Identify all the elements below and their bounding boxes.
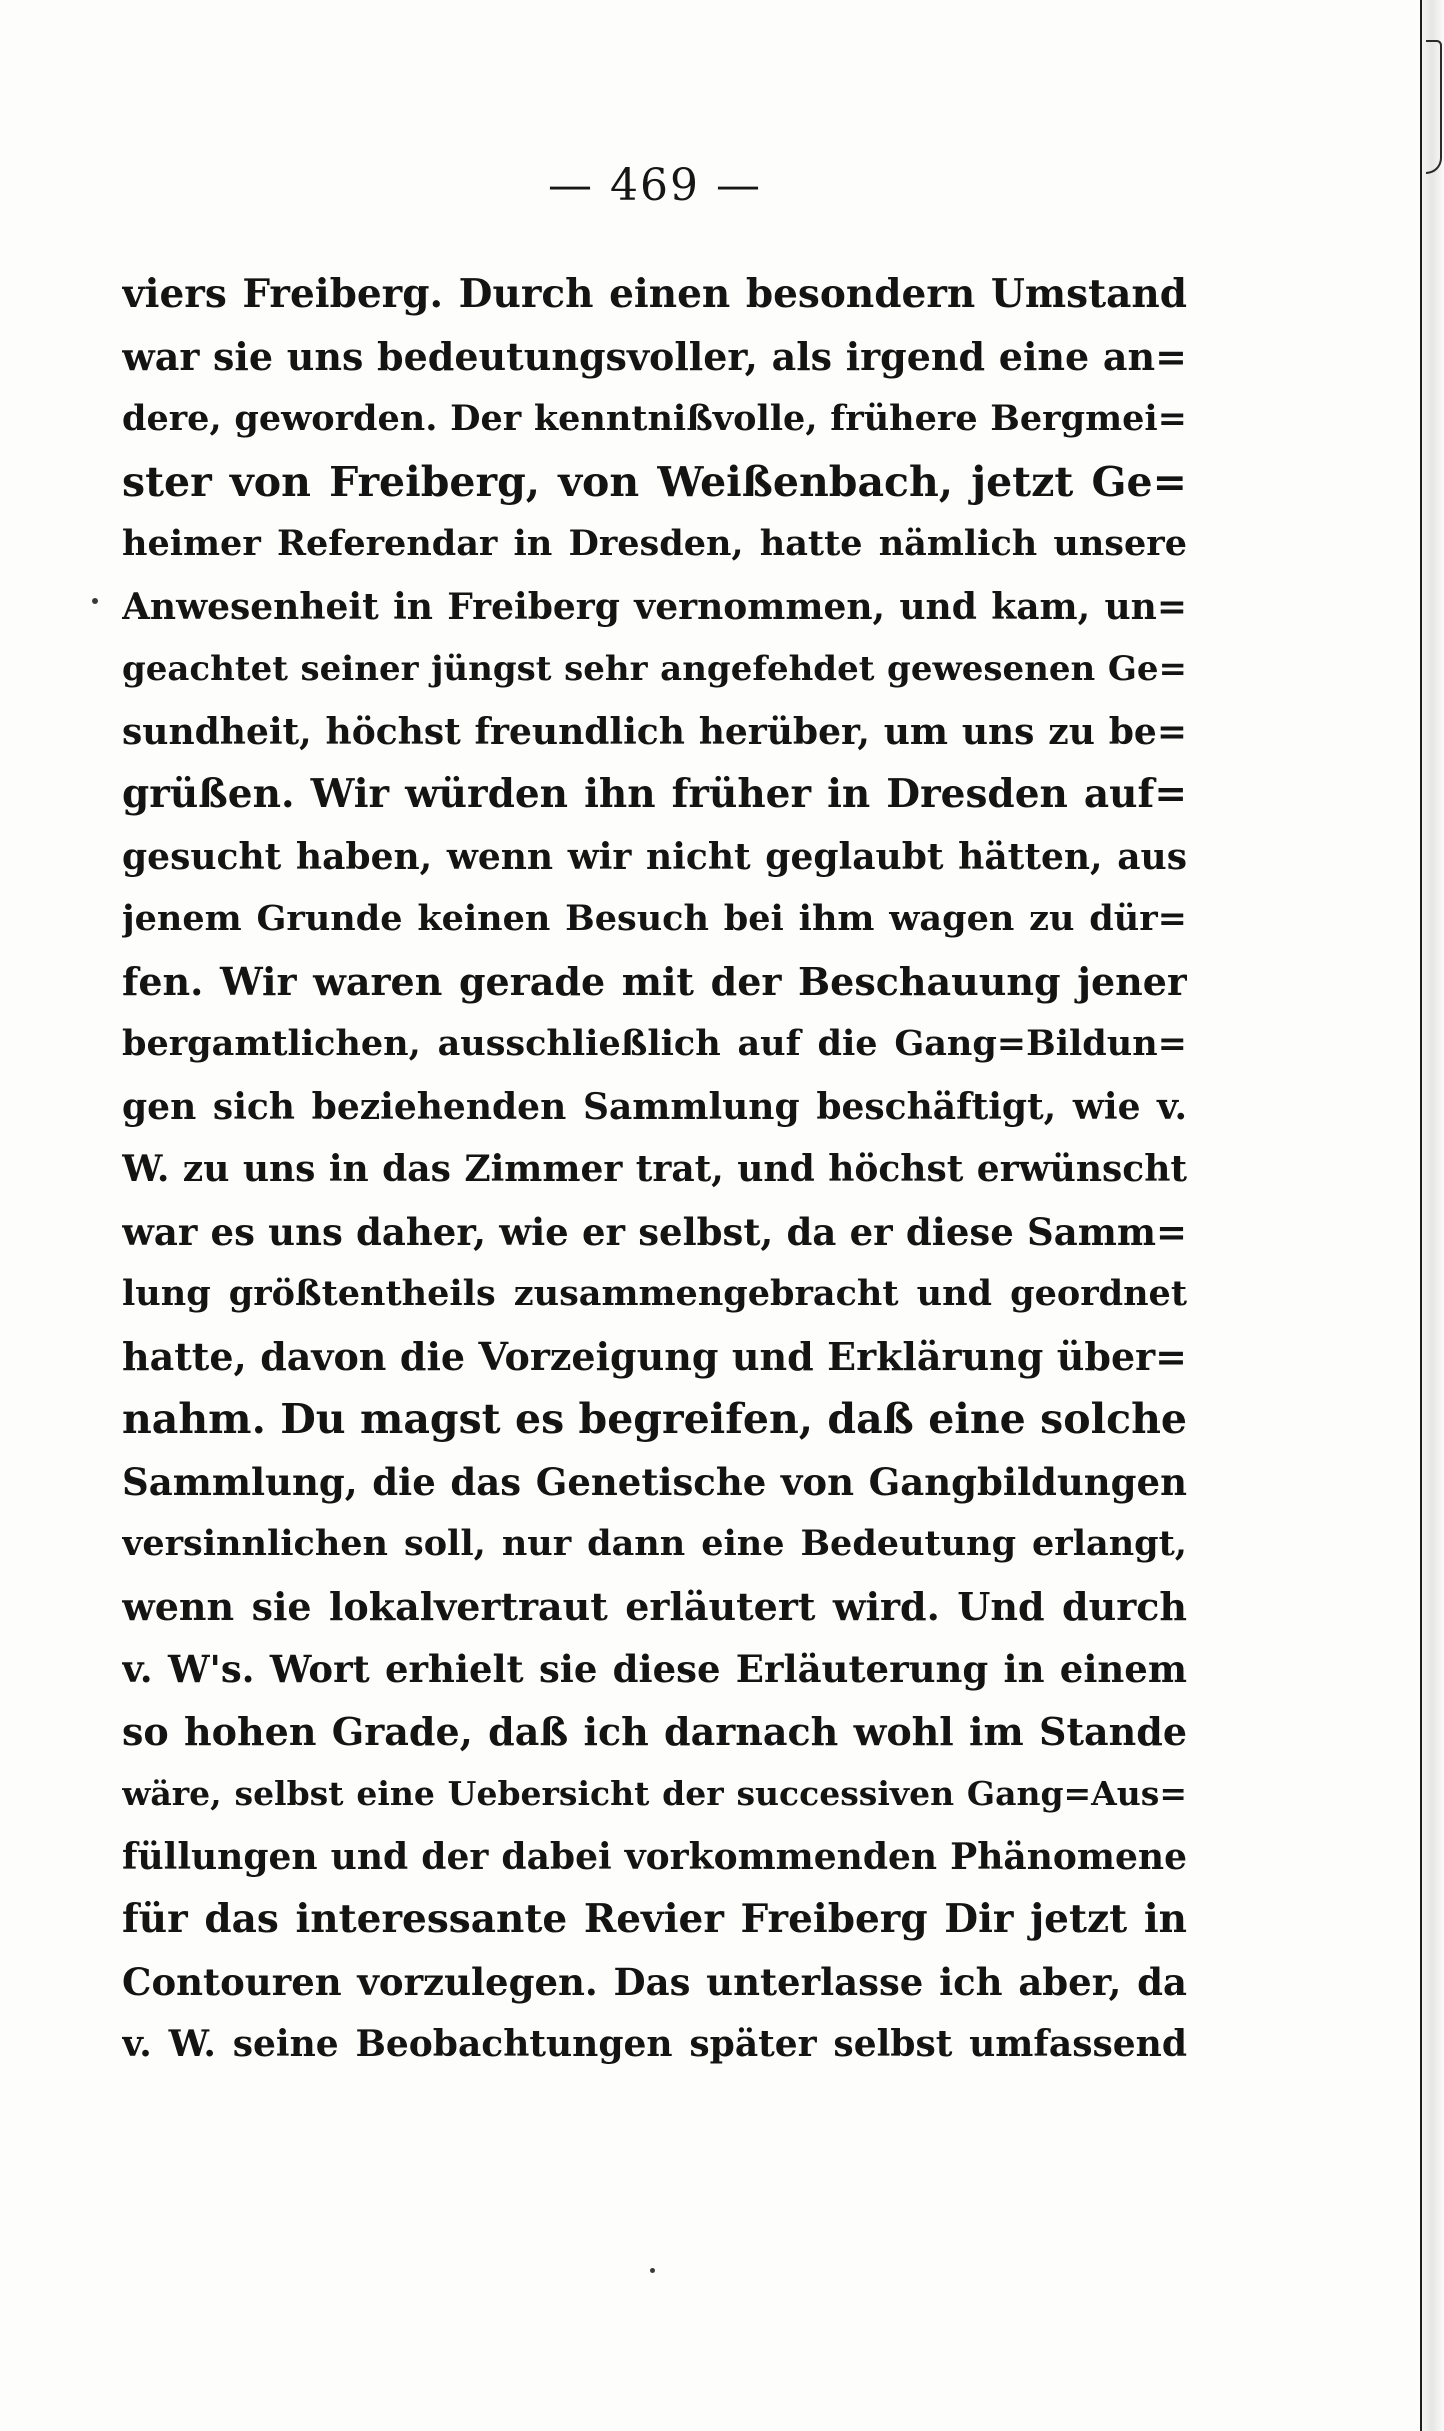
text-line: dere, geworden. Der kenntnißvolle, frühere Bergmei= [122,398,1187,439]
text-line: ster von Freiberg, von Weißenbach, jetzt Ge= [122,457,1187,506]
text-line: versinnlichen soll, nur dann eine Bedeutung erlangt, [122,1523,1187,1564]
text-line: fen. Wir waren gerade mit der Beschauung jener [122,958,1187,1004]
text-line: Anwesenheit in Freiberg vernommen, und kam, un= [122,585,1187,628]
text-line: für das interessante Revier Freiberg Dir jetzt in [122,1896,1187,1942]
text-line: Sammlung, die das Genetische von Gangbildungen [122,1459,1187,1504]
text-line: Contouren vorzulegen. Das unterlasse ich aber, da [122,1959,1187,2004]
text-line: viers Freiberg. Durch einen besondern Umstand [122,271,1187,317]
text-line: wenn sie lokalvertraut erläutert wird. Und durch [122,1583,1187,1629]
text-line: jenem Grunde keinen Besuch bei ihm wagen zu dür= [122,898,1187,939]
text-line: so hohen Grade, daß ich darnach wohl im Stande [122,1708,1187,1754]
text-line: nahm. Du magst es begreifen, daß eine solche [122,1395,1187,1443]
body-text [122,263,1187,2076]
text-line: v. W's. Wort erhielt sie diese Erläuterung in einem [122,1647,1187,1691]
text-line: heimer Referendar in Dresden, hatte nämlich unsere [122,523,1187,564]
text-line: geachtet seiner jüngst sehr angefehdet gewesenen Ge= [122,649,1187,689]
text-line: grüßen. Wir würden ihn früher in Dresden auf= [122,771,1187,817]
text-line: wäre, selbst eine Uebersicht der successiven Gang=Aus= [122,1774,1187,1813]
text-line: war es uns daher, wie er selbst, da er diese Samm= [122,1209,1187,1254]
text-line: sundheit, höchst freundlich herüber, um uns zu be= [122,710,1187,753]
text-line: v. W. seine Beobachtungen später selbst umfassend [122,2023,1187,2065]
ink-speck [650,2268,655,2273]
text-line: W. zu uns in das Zimmer trat, und höchst erwünscht [122,1148,1187,1190]
text-line: bergamtlichen, ausschließlich auf die Gang=Bildun= [122,1023,1187,1064]
text-line: lung größtentheils zusammengebracht und geordnet [122,1273,1187,1314]
text-line: füllungen und der dabei vorkommenden Phänomene [122,1835,1187,1878]
text-line: war sie uns bedeutungsvoller, als irgend eine an= [122,333,1187,379]
text-line: gesucht haben, wenn wir nicht geglaubt hätten, aus [122,835,1187,878]
text-line: gen sich beziehenden Sammlung beschäftigt, wie v. [122,1085,1187,1128]
ink-speck [92,598,98,604]
text-line: hatte, davon die Vorzeigung und Erklärung über= [122,1333,1187,1379]
page-edge [1420,0,1444,2431]
page-number: — 469 — [548,160,762,211]
